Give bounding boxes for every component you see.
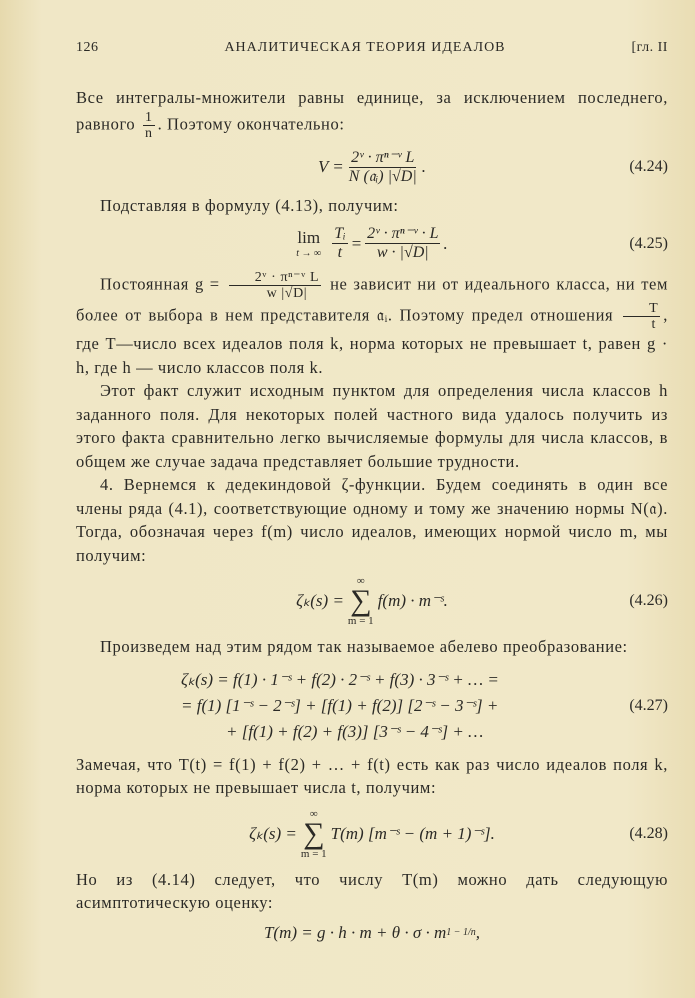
equation-line: ζₖ(s) = f(1) · 1⁻ˢ + f(2) · 2⁻ˢ + f(3) · 3⁻ˢ + … =	[181, 669, 499, 689]
equation-body: f(m) · m⁻ˢ.	[377, 591, 448, 610]
lim-subscript: t → ∞	[296, 248, 322, 259]
denominator: w |√D|	[266, 286, 308, 301]
summation	[348, 575, 374, 627]
equation-number: (4.27)	[629, 696, 668, 714]
paragraph-text: Все интегралы-множители равны единице, за исключением последнего, равного	[76, 88, 668, 133]
equation-fraction	[347, 149, 419, 186]
paragraph-text: Постоянная g =	[100, 274, 220, 294]
equation-body: T(m) = g · h · m + θ · σ · m	[263, 922, 447, 942]
numerator: 2ᵛ · πⁿ⁻ᵛ L	[351, 148, 415, 166]
equation-body: T(m) [m⁻ˢ − (m + 1)⁻ˢ].	[330, 823, 495, 843]
numerator: 2ᵛ · πⁿ⁻ᵛ L	[229, 270, 321, 286]
sum-upper-limit: ∞	[309, 807, 318, 820]
equation-lhs: ζₖ(s) =	[249, 823, 297, 843]
sum-lower-limit: m = 1	[347, 615, 374, 627]
fraction-T-over-t	[623, 301, 660, 332]
sum-lower-limit: m = 1	[300, 847, 327, 860]
equation-number: (4.26)	[629, 592, 668, 609]
fraction-1-over-n	[143, 110, 155, 141]
equation-4-25	[76, 225, 668, 262]
equation-line: + [f(1) + f(2) + f(3)] [3⁻ˢ − 4⁻ˢ] + …	[226, 721, 484, 741]
limit	[296, 228, 321, 259]
denominator: w · |√D|	[376, 244, 429, 261]
equation-line: = f(1) [1⁻ˢ − 2⁻ˢ] + [f(1) + f(2)] [2⁻ˢ − 3⁻ˢ] +	[181, 695, 499, 715]
equation-number: (4.24)	[629, 158, 668, 175]
book-page	[76, 40, 668, 951]
paragraph-2: Подставляя в формулу (4.13), получим:	[100, 195, 399, 215]
equation-lhs: ζₖ(s) =	[296, 591, 344, 610]
running-title: АНАЛИТИЧЕСКАЯ ТЕОРИЯ ИДЕАЛОВ	[224, 40, 506, 55]
equation-fraction	[365, 225, 440, 262]
lim-text: lim	[297, 228, 321, 247]
paragraph-text: , где T—число всех идеалов поля k, норма которых не превышает t, равен g · h, где h — число классов поля k.	[76, 305, 668, 377]
denominator: t	[651, 317, 656, 332]
chapter-label: [гл. II	[631, 40, 668, 55]
denominator: n	[145, 125, 153, 141]
sigma-icon: ∑	[350, 584, 372, 617]
paragraph-5: 4. Вернемся к дедекиндовой ζ-функции. Будем соединять в один все члены ряда (4.1), соответствующие одному и тому же значению нормы N(𝔞). Тогда, обозначая через f(m) число идеалов, имеющих нормой число m, мы получим:	[76, 475, 668, 565]
paragraph-8: Но из (4.14) следует, что числу T(m) можно дать следующую асимптотическую оценку:	[76, 869, 668, 912]
running-header	[76, 40, 668, 56]
constant-g-fraction	[229, 270, 321, 301]
paragraph-7: Замечая, что T(t) = f(1) + f(2) + … + f(t) есть как раз число идеалов поля k, норма которых не превышает числа t, получим:	[76, 754, 668, 797]
summation	[301, 808, 327, 860]
numerator: 1	[145, 109, 153, 125]
equals-sign: =	[350, 233, 363, 253]
equation-asymptotic	[76, 923, 668, 943]
equation-tail: .	[443, 233, 448, 253]
paragraph-text: . Поэтому окончательно:	[157, 113, 345, 133]
numerator: Tᵢ	[334, 225, 346, 242]
numerator: 2ᵛ · πⁿ⁻ᵛ · L	[367, 225, 439, 242]
page-number: 126	[76, 40, 99, 55]
paragraph-text: не зависит ни от идеального класса, ни тем более от выбора в нем представителя 𝔞ᵢ. Поэтому предел отношения	[76, 274, 668, 325]
exponent: 1 − 1/n	[446, 927, 476, 938]
equation-tail: ,	[475, 922, 481, 942]
paragraph-1	[76, 86, 668, 141]
sum-upper-limit: ∞	[356, 575, 365, 587]
paragraph-4: Этот факт служит исходным пунктом для определения числа классов h заданного поля. Для некоторых полей частного вида удалось получить из этого факта сравнительно легко вычисляемые формулы для числа классов, в общем же случае задача представляет большие трудности.	[76, 381, 668, 471]
equation-number: (4.25)	[629, 234, 668, 252]
equation-4-24	[76, 149, 668, 186]
sigma-icon: ∑	[303, 816, 325, 850]
ratio-fraction	[332, 225, 347, 262]
paragraph-6: Произведем над этим рядом так называемое абелево преобразование:	[100, 637, 628, 656]
equation-4-28	[76, 808, 668, 860]
equation-4-26	[76, 575, 668, 627]
equation-lhs: V =	[317, 157, 344, 176]
denominator: N (𝔞ᵢ) |√D|	[348, 167, 417, 185]
equation-4-27	[76, 667, 668, 745]
equation-tail: .	[421, 157, 426, 176]
equation-number: (4.28)	[629, 824, 668, 842]
denominator: t	[337, 244, 343, 261]
numerator: T	[623, 301, 660, 317]
paragraph-3	[76, 270, 668, 379]
